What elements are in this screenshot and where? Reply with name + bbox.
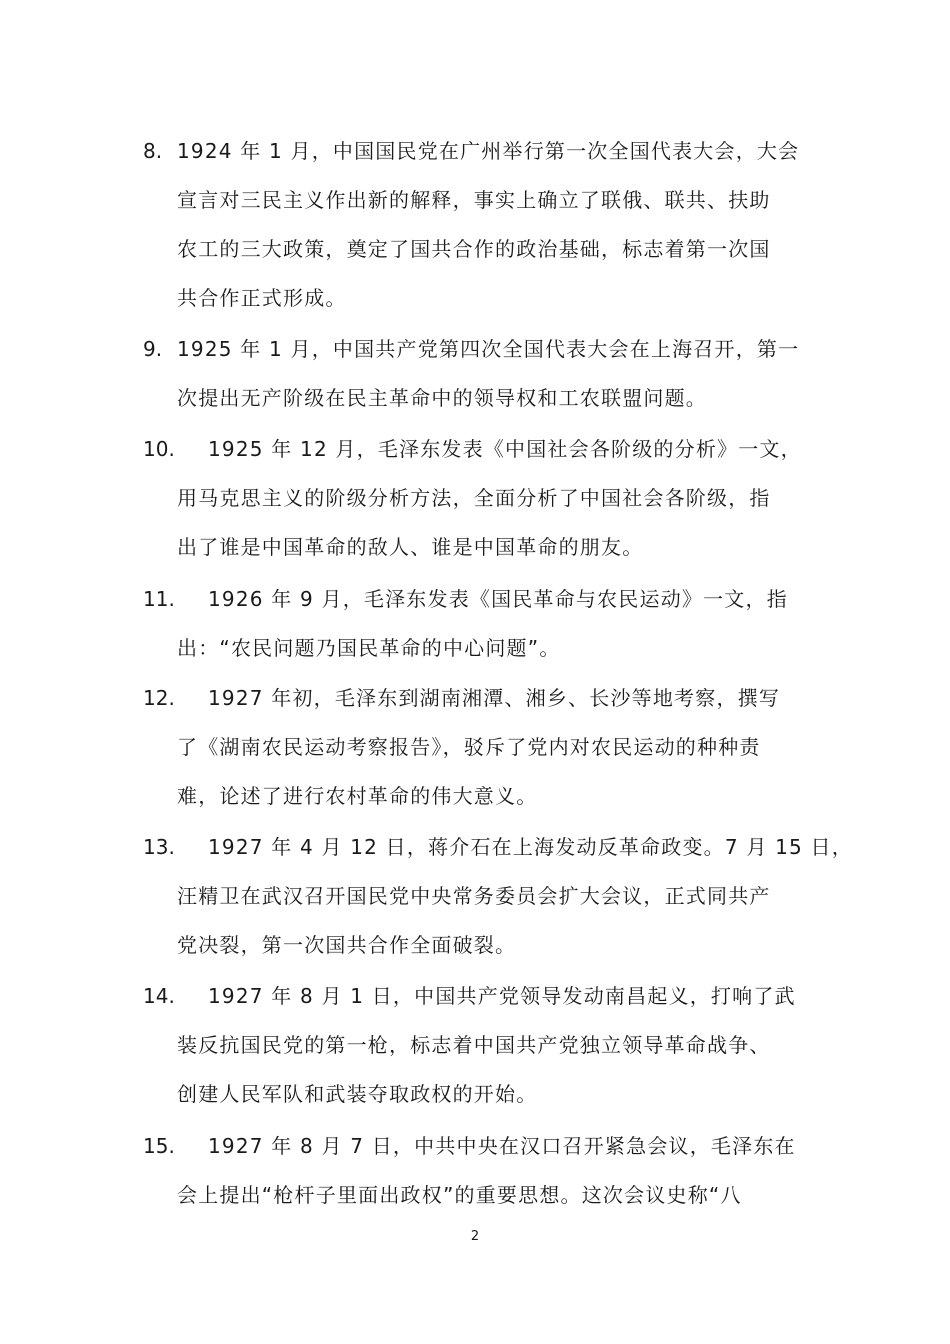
item-number: 10. [143,437,175,461]
item-text-line: 汪精卫在武汉召开国民党中央常务委员会扩大会议，正式同共产 [177,884,771,908]
item-text-line: 出了谁是中国革命的敌人、谁是中国革命的朋友。 [177,535,644,559]
page-number: 2 [470,1229,480,1244]
item-number: 15. [143,1134,175,1158]
item-text-line: 党决裂，第一次国共合作全面破裂。 [177,933,517,957]
item-text-line: 用马克思主义的阶级分析方法，全面分析了中国社会各阶级，指 [177,486,771,510]
item-number: 12. [143,686,175,710]
item-text-line: 1925 年 12 月，毛泽东发表《中国社会各阶级的分析》一文， [208,437,802,461]
item-text-line: 共合作正式形成。 [177,286,347,310]
item-text-line: 装反抗国民党的第一枪，标志着中国共产党独立领导革命战争、 [177,1033,771,1057]
item-text-line: 会上提出“枪杆子里面出政权”的重要思想。这次会议史称“八 [177,1183,742,1207]
item-text-line: 出：“农民问题乃国民革命的中心问题”。 [177,636,561,660]
item-text-line: 次提出无产阶级在民主革命中的领导权和工农联盟问题。 [177,386,707,410]
item-text-line: 创建人民军队和武装夺取政权的开始。 [177,1082,538,1106]
item-text-line: 1925 年 1 月，中国共产党第四次全国代表大会在上海召开，第一 [177,337,800,361]
item-text-line: 了《湖南农民运动考察报告》，驳斥了党内对农民运动的种种责 [177,735,761,759]
item-number: 14. [143,984,175,1008]
item-text-line: 农工的三大政策，奠定了国共合作的政治基础，标志着第一次国 [177,237,771,261]
item-number: 8. [143,139,163,163]
item-number: 9. [143,337,163,361]
item-number: 13. [143,835,175,859]
item-number: 11. [143,587,175,611]
item-text-line: 1927 年 8 月 1 日，中国共产党领导发动南昌起义，打响了武 [208,984,796,1008]
item-text-line: 1927 年初，毛泽东到湖南湘潭、湘乡、长沙等地考察，撰写 [208,686,781,710]
item-text-line: 1926 年 9 月，毛泽东发表《国民革命与农民运动》一文，指 [208,587,788,611]
item-text-line: 难，论述了进行农村革命的伟大意义。 [177,784,538,808]
item-text-line: 1927 年 4 月 12 日，蒋介石在上海发动反革命政变。7 月 15 日， [208,835,853,859]
item-text-line: 1924 年 1 月，中国国民党在广州举行第一次全国代表大会，大会 [177,139,800,163]
item-text-line: 1927 年 8 月 7 日，中共中央在汉口召开紧急会议，毛泽东在 [208,1134,796,1158]
item-text-line: 宣言对三民主义作出新的解释，事实上确立了联俄、联共、扶助 [177,188,771,212]
